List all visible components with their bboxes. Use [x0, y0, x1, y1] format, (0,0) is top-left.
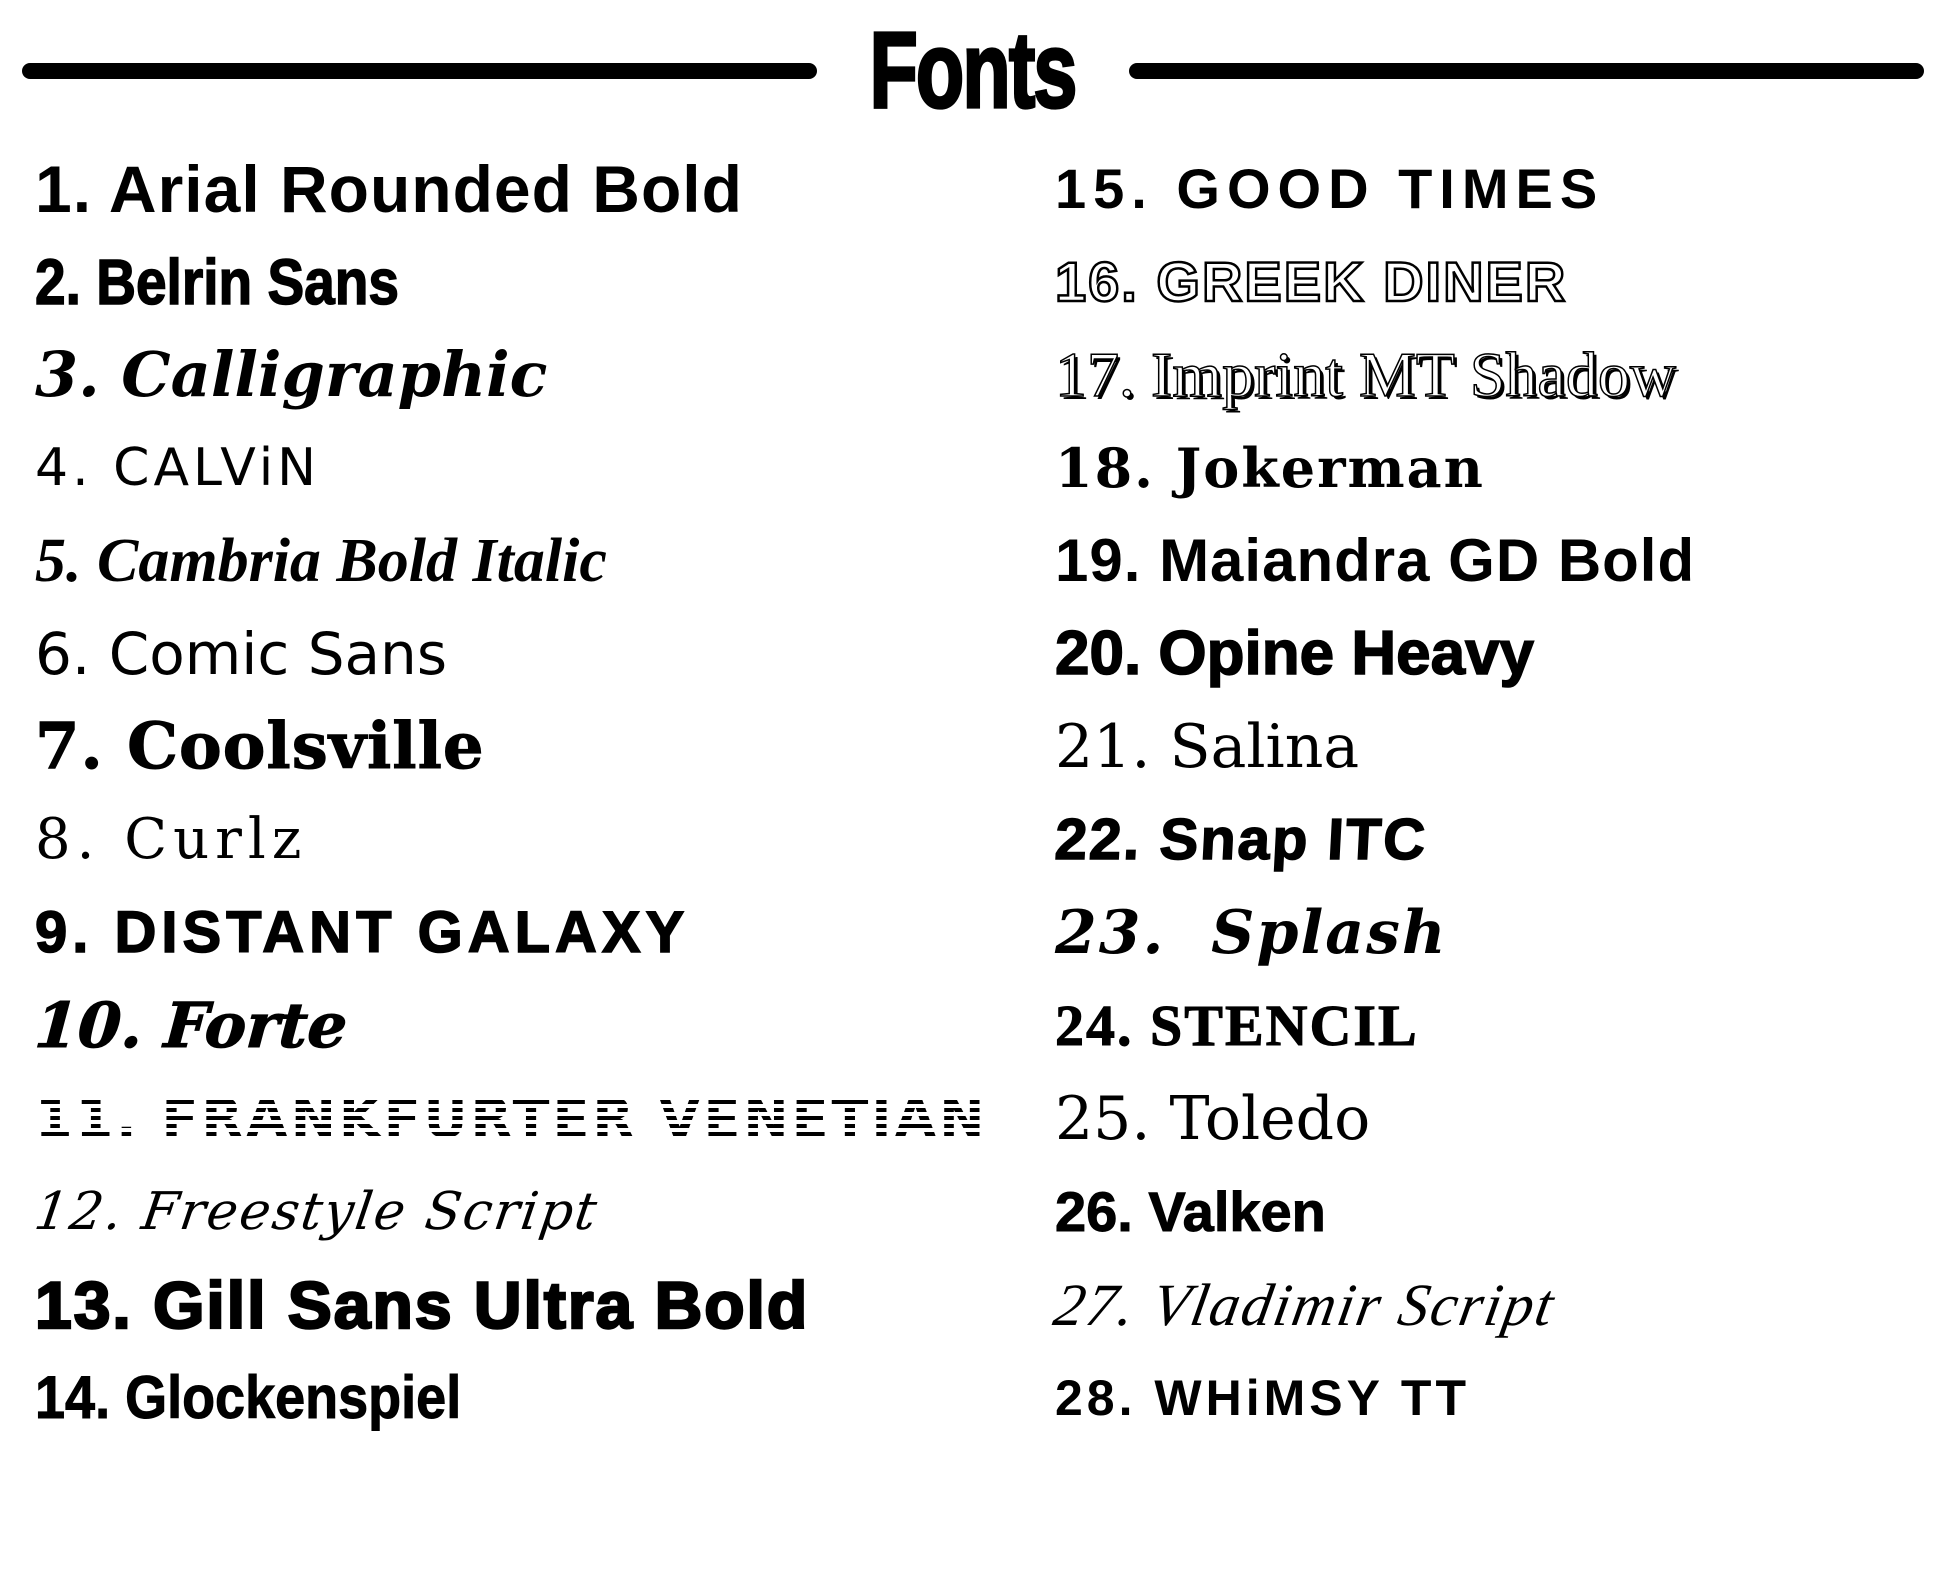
page-header [0, 0, 1946, 132]
font-item-12 [30, 1165, 1055, 1258]
font-list-column-left [30, 142, 1055, 1444]
font-item-28 [1055, 1351, 1946, 1444]
font-sample-text: 14. Glockenspiel [35, 1363, 462, 1431]
font-sample-text: 26. Valken [1055, 1179, 1326, 1243]
font-sample-text: 6. Comic Sans [35, 619, 448, 688]
font-item-23 [1055, 886, 1946, 979]
font-sample-text: 1. Arial Rounded Bold [35, 151, 743, 226]
divider-left [22, 63, 817, 79]
font-sample-text: 16. GREEK DINER [1055, 249, 1568, 313]
font-item-24 [1055, 979, 1946, 1072]
font-item-14 [35, 1351, 1055, 1444]
font-item-9 [35, 886, 1055, 979]
font-sample-text: 20. Opine Heavy [1055, 618, 1535, 688]
font-item-8 [35, 793, 1055, 886]
font-item-26 [1055, 1165, 1946, 1258]
font-item-19 [1055, 514, 1946, 607]
font-list [0, 132, 1946, 1444]
font-item-2 [35, 235, 1055, 328]
font-sample-text: 9. DISTANT GALAXY [35, 899, 690, 965]
font-sample-text: 3. Calligraphic [35, 337, 548, 411]
font-item-18 [1055, 421, 1946, 514]
font-item-1 [35, 142, 1055, 235]
font-item-4 [35, 421, 1055, 514]
font-list-column-right [1049, 142, 1946, 1444]
font-item-17 [1055, 328, 1946, 421]
font-item-27 [1049, 1258, 1946, 1351]
font-sample-text: 4. CALViN [35, 437, 321, 498]
font-item-6 [35, 607, 1055, 700]
font-sample-text: 5. Cambria Bold Italic [35, 526, 607, 595]
font-sample-text: 7. Coolsville [35, 708, 485, 784]
font-sample-text: 13. Gill Sans Ultra Bold [35, 1267, 810, 1342]
font-sample-text: 8. Curlz [35, 806, 308, 872]
divider-right [1129, 63, 1924, 79]
font-item-3 [35, 328, 1055, 421]
font-sample-text: 18. Jokerman [1055, 435, 1485, 500]
font-item-15 [1055, 142, 1946, 235]
font-sample-text: 24. STENCIL [1055, 992, 1419, 1058]
font-sample-text: 15. GOOD TIMES [1055, 156, 1605, 220]
font-item-13 [35, 1258, 1055, 1351]
font-item-25 [1055, 1072, 1946, 1165]
font-sample-text: 28. WHiMSY TT [1055, 1369, 1471, 1426]
font-item-7 [35, 700, 1055, 793]
font-sample-text: 17. Imprint MT Shadow [1055, 338, 1677, 410]
font-item-20 [1055, 607, 1946, 700]
font-item-16 [1055, 235, 1946, 328]
font-sample-text: 22. Snap ITC [1053, 806, 1429, 872]
font-sample-text: 10. Forte [32, 988, 350, 1062]
font-item-22 [1055, 793, 1946, 886]
font-sample-text: 27. Vladimir Script [1049, 1271, 1561, 1338]
font-item-21 [1055, 700, 1946, 793]
font-sample-text: 19. Maiandra GD Bold [1055, 526, 1696, 594]
font-sample-text: 2. Belrin Sans [35, 245, 400, 318]
font-item-10 [32, 979, 1055, 1072]
font-item-5 [35, 514, 1055, 607]
font-sample-text: 23. Splash [1055, 897, 1448, 968]
font-sample-text: 21. Salina [1055, 711, 1360, 782]
font-sample-text: 11. FRANKFURTER VENETIAN [35, 1086, 988, 1150]
font-item-11 [35, 1072, 1055, 1165]
page-title: Fonts [869, 10, 1077, 131]
font-sample-text: 12. Freestyle Script [30, 1181, 603, 1242]
font-sample-text: 25. Toledo [1055, 1083, 1371, 1154]
